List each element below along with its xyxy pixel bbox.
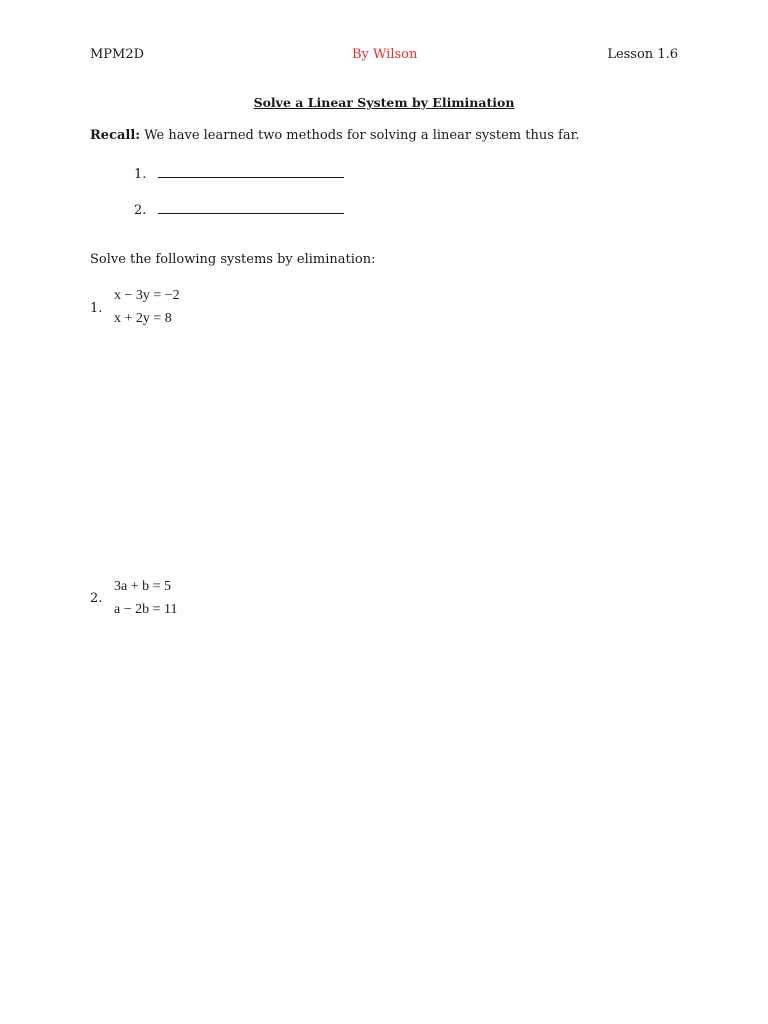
- problem-2-equation-1: 3a + b = 5: [114, 579, 172, 594]
- answer-blank: [158, 200, 344, 214]
- page-title: Solve a Linear System by Elimination: [253, 95, 515, 110]
- problem-2-equation-2: a − 2b = 11: [114, 602, 178, 617]
- method-item-2: [134, 200, 344, 218]
- method-item-1: [134, 164, 344, 182]
- recall-statement: [90, 128, 580, 143]
- recall-text: We have learned two methods for solving a linear system thus far.: [140, 128, 580, 143]
- answer-blank: [158, 164, 344, 178]
- problem-1-equation-2: x + 2y = 8: [114, 311, 172, 326]
- instructions: Solve the following systems by elimination:: [90, 252, 376, 267]
- problem-number-1: 1.: [90, 301, 103, 316]
- recall-label: Recall:: [90, 128, 141, 143]
- method-number: 1.: [134, 167, 147, 182]
- problem-1-equation-1: x − 3y = −2: [114, 288, 180, 303]
- author-name: By Wilson: [352, 47, 418, 62]
- problem-number-2: 2.: [90, 591, 103, 606]
- lesson-number: Lesson 1.6: [607, 47, 678, 62]
- method-number: 2.: [134, 203, 147, 218]
- course-code: MPM2D: [90, 47, 145, 62]
